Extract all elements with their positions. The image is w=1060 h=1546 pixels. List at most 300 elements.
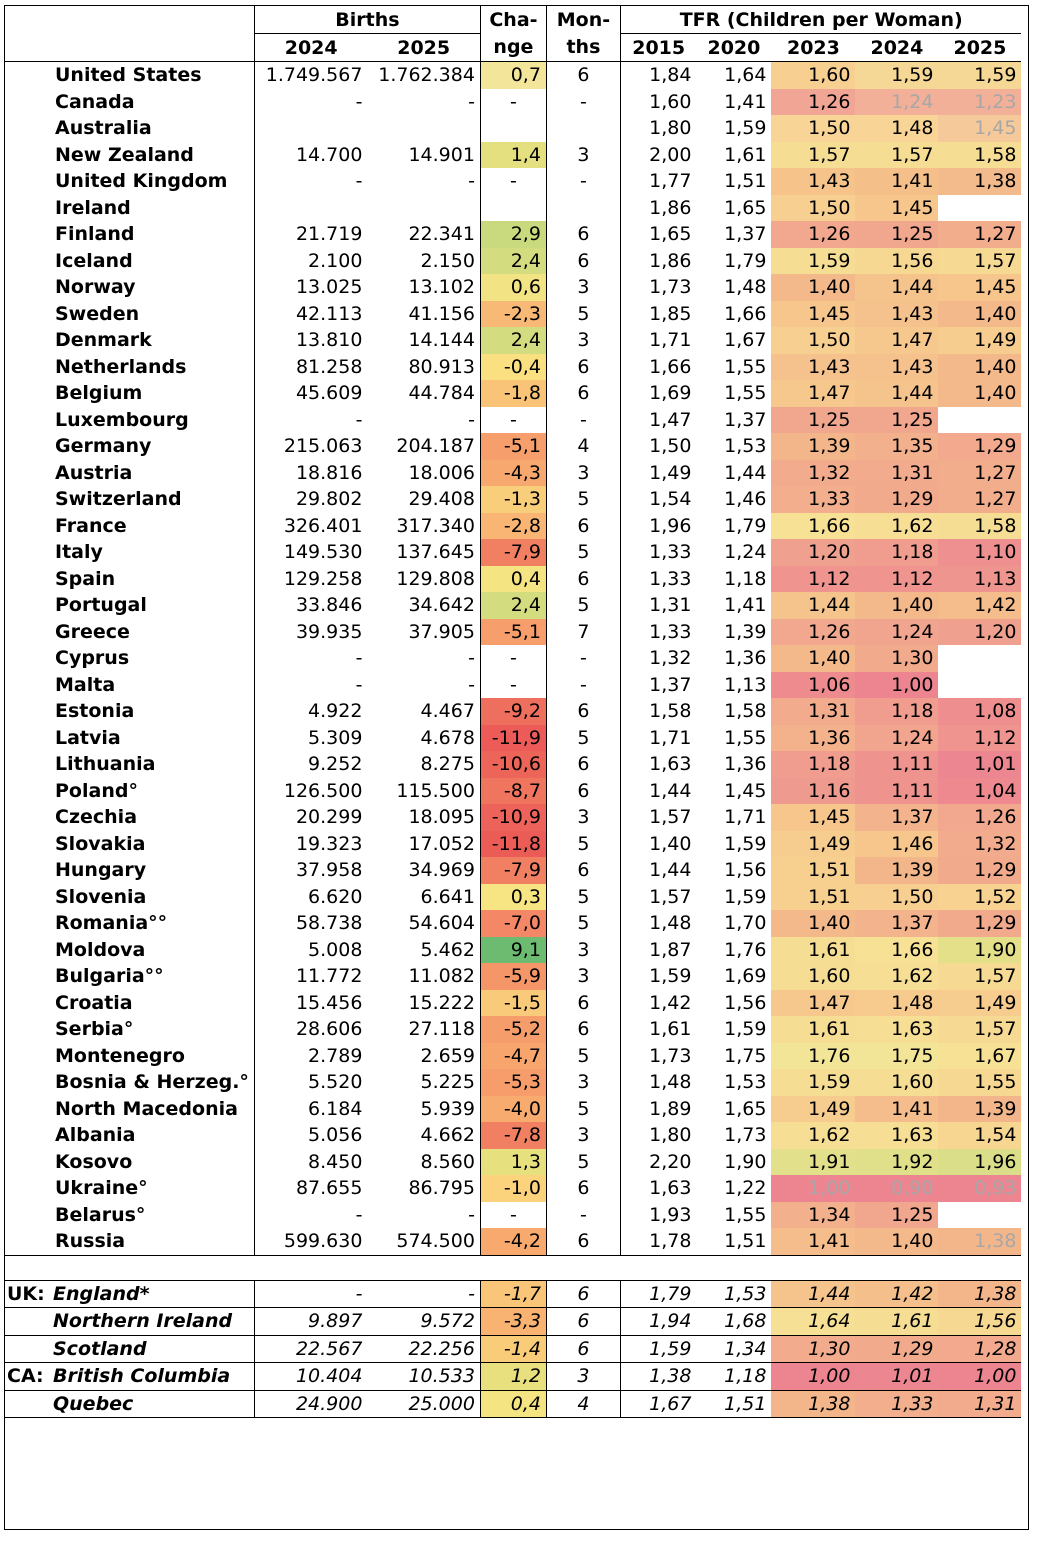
tfr-value-cell: 1,89 — [649, 1097, 692, 1120]
months-cell: 3 — [546, 963, 620, 990]
tfr-value-cell: 1,44 — [649, 779, 692, 802]
row-label: Australia — [5, 115, 254, 142]
tfr-value-cell: 1,41 — [724, 594, 767, 617]
births-2025-cell: 34.969 — [367, 857, 480, 884]
country-row — [5, 804, 1021, 831]
row-label: Croatia — [5, 990, 254, 1017]
row-label: Poland° — [5, 778, 254, 805]
births-2025-cell: 29.408 — [367, 486, 480, 513]
tfr-value-cell: 1,12 — [855, 566, 938, 593]
tfr-value-cell: 1,44 — [771, 1280, 855, 1308]
tfr-value-cell: 1,44 — [855, 274, 938, 301]
country-row — [5, 1096, 1021, 1123]
row-label: Cyprus — [5, 645, 254, 672]
tfr-value-cell: 1,63 — [855, 1122, 938, 1149]
tfr-value-cell: 1,54 — [649, 488, 692, 511]
tfr-value-cell: 1,00 — [938, 1363, 1021, 1391]
tfr-value-cell: 1,29 — [855, 1335, 938, 1363]
country-row — [5, 327, 1021, 354]
row-label: Greece — [5, 619, 254, 646]
births-2024-cell: 21.719 — [295, 223, 363, 246]
births-2025-cell: 129.808 — [367, 566, 480, 593]
tfr-value-cell: 1,54 — [938, 1122, 1021, 1149]
months-cell: 3 — [546, 142, 620, 169]
tfr-value-cell: 1,40 — [771, 645, 855, 672]
country-row — [5, 592, 1021, 619]
tfr-value-cell: 1,60 — [649, 90, 692, 113]
tfr-value-cell: 1,13 — [938, 566, 1021, 593]
tfr-value-cell: 1,45 — [938, 115, 1021, 142]
tfr-value-cell: 1,39 — [938, 1096, 1021, 1123]
subregion-row — [5, 1280, 1021, 1308]
births-2024-cell: - — [355, 647, 363, 670]
tfr-value-cell: 1,60 — [855, 1069, 938, 1096]
tfr-year-2025: 2025 — [938, 34, 1021, 62]
births-2024-cell: 1.749.567 — [265, 64, 363, 87]
births-2025-cell — [367, 195, 480, 222]
tfr-value-cell: 1,11 — [855, 751, 938, 778]
births-2025-cell: 22.341 — [367, 221, 480, 248]
births-2024-cell: 5.056 — [308, 1124, 363, 1147]
tfr-value-cell: 1,38 — [938, 168, 1021, 195]
tfr-value-cell: 1,44 — [855, 380, 938, 407]
births-2024-cell: 599.630 — [283, 1230, 363, 1253]
tfr-value-cell: 1,18 — [724, 567, 767, 590]
births-2024-cell: 15.456 — [295, 991, 363, 1014]
tfr-value-cell: 1,51 — [724, 170, 767, 193]
tfr-value-cell: 1,01 — [938, 751, 1021, 778]
change-cell: -5,9 — [480, 963, 546, 990]
months-cell: 5 — [546, 725, 620, 752]
row-label: Russia — [5, 1228, 254, 1255]
row-label: Montenegro — [5, 1043, 254, 1070]
births-2025-cell: 86.795 — [367, 1175, 480, 1202]
births-2024-cell: 81.258 — [295, 355, 363, 378]
tfr-value-cell: 1,12 — [938, 725, 1021, 752]
tfr-value-cell: 1,67 — [724, 329, 767, 352]
tfr-value-cell — [938, 672, 1021, 699]
row-label: Czechia — [5, 804, 254, 831]
births-2024-cell: 129.258 — [283, 567, 363, 590]
tfr-value-cell: 1,53 — [724, 1071, 767, 1094]
tfr-value-cell: 1,00 — [771, 1175, 855, 1202]
births-year-2024: 2024 — [254, 34, 367, 62]
tfr-value-cell: 1,00 — [771, 1363, 855, 1391]
months-cell: - — [546, 89, 620, 116]
change-cell: 0,7 — [480, 62, 546, 89]
tfr-value-cell: 1,56 — [855, 248, 938, 275]
tfr-value-cell: 1,29 — [938, 433, 1021, 460]
tfr-value-cell: 1,65 — [649, 223, 692, 246]
tfr-value-cell: 1,48 — [724, 276, 767, 299]
births-2024-cell: 8.450 — [308, 1150, 363, 1173]
tfr-value-cell: 1,77 — [649, 170, 692, 193]
tfr-value-cell: 1,48 — [649, 912, 692, 935]
tfr-value-cell: 1,24 — [724, 541, 767, 564]
change-cell: 2,4 — [480, 592, 546, 619]
header-row-2 — [5, 34, 1021, 62]
births-2025-cell: 11.082 — [367, 963, 480, 990]
months-cell: 4 — [546, 1390, 620, 1418]
months-cell: 3 — [546, 1122, 620, 1149]
births-2025-cell: 15.222 — [367, 990, 480, 1017]
tfr-value-cell: 1,59 — [649, 965, 692, 988]
tfr-value-cell: 1,61 — [649, 1018, 692, 1041]
country-row — [5, 248, 1021, 275]
tfr-year-2023: 2023 — [771, 34, 855, 62]
tfr-value-cell: 1,36 — [724, 647, 767, 670]
births-2025-cell — [367, 115, 480, 142]
tfr-value-cell: 1,92 — [855, 1149, 938, 1176]
tfr-value-cell: 1,96 — [938, 1149, 1021, 1176]
births-2025-cell: 34.642 — [367, 592, 480, 619]
births-2024-cell: 42.113 — [295, 302, 363, 325]
births-2025-cell: 18.006 — [367, 460, 480, 487]
country-row — [5, 301, 1021, 328]
tfr-value-cell: 1,36 — [771, 725, 855, 752]
subregion-row — [5, 1390, 1021, 1418]
tfr-value-cell: 1,34 — [771, 1202, 855, 1229]
tfr-value-cell: 1,52 — [938, 884, 1021, 911]
months-cell: 6 — [546, 857, 620, 884]
tfr-value-cell: 1,39 — [724, 620, 767, 643]
births-2025-cell: - — [367, 89, 480, 116]
row-label: Hungary — [5, 857, 254, 884]
births-2024-cell: 2.789 — [308, 1044, 363, 1067]
tfr-value-cell: 1,59 — [938, 62, 1021, 89]
tfr-value-cell: 1,29 — [938, 910, 1021, 937]
subregion-name: Scotland — [53, 1337, 147, 1360]
tfr-value-cell: 1,40 — [938, 380, 1021, 407]
change-header-top: Cha- — [480, 6, 546, 34]
country-row — [5, 195, 1021, 222]
tfr-value-cell: 1,25 — [855, 1202, 938, 1229]
tfr-value-cell: 1,57 — [649, 806, 692, 829]
tfr-value-cell: 1,37 — [855, 804, 938, 831]
change-cell: 1,4 — [480, 142, 546, 169]
row-label: Belarus° — [5, 1202, 254, 1229]
country-row — [5, 1228, 1021, 1255]
tfr-value-cell: 1,85 — [649, 302, 692, 325]
months-cell: - — [546, 672, 620, 699]
births-2025-cell: - — [367, 407, 480, 434]
country-row — [5, 168, 1021, 195]
change-cell: -9,2 — [480, 698, 546, 725]
tfr-value-cell: 1,26 — [771, 619, 855, 646]
region-prefix: CA: — [7, 1365, 44, 1388]
tfr-value-cell: 1,60 — [771, 963, 855, 990]
tfr-value-cell: 1,43 — [855, 354, 938, 381]
births-2025-cell: - — [367, 645, 480, 672]
tfr-value-cell: 1,49 — [771, 1096, 855, 1123]
births-2024-cell: 14.700 — [295, 143, 363, 166]
tfr-value-cell: 1,26 — [938, 804, 1021, 831]
tfr-value-cell: 1,16 — [771, 778, 855, 805]
change-cell: - — [480, 89, 546, 116]
change-cell: -0,4 — [480, 354, 546, 381]
tfr-value-cell: 1,44 — [724, 461, 767, 484]
births-2024-cell: - — [355, 1203, 363, 1226]
row-label: Netherlands — [5, 354, 254, 381]
country-row — [5, 698, 1021, 725]
change-cell: -1,4 — [480, 1335, 546, 1363]
births-2024-cell: 215.063 — [283, 435, 363, 458]
tfr-value-cell: 1,45 — [938, 274, 1021, 301]
tfr-value-cell: 1,60 — [771, 62, 855, 89]
tfr-value-cell: 1,62 — [855, 963, 938, 990]
tfr-value-cell: 1,40 — [855, 592, 938, 619]
births-2024-cell: 11.772 — [295, 965, 363, 988]
change-cell: - — [480, 168, 546, 195]
births-2025-cell: 10.533 — [367, 1363, 480, 1391]
country-row — [5, 460, 1021, 487]
tfr-value-cell: 1,56 — [724, 859, 767, 882]
country-row — [5, 274, 1021, 301]
country-row — [5, 433, 1021, 460]
tfr-value-cell: 1,24 — [855, 89, 938, 116]
country-row — [5, 937, 1021, 964]
births-2024-cell: 5.520 — [308, 1071, 363, 1094]
births-2025-cell: 8.275 — [367, 751, 480, 778]
births-2025-cell: - — [367, 1202, 480, 1229]
tfr-value-cell: 1,57 — [649, 885, 692, 908]
row-label: Kosovo — [5, 1149, 254, 1176]
tfr-value-cell: 1,31 — [649, 594, 692, 617]
births-2025-cell: 17.052 — [367, 831, 480, 858]
births-2024-cell: 13.810 — [295, 329, 363, 352]
tfr-value-cell: 1,57 — [938, 963, 1021, 990]
row-label: Norway — [5, 274, 254, 301]
tfr-value-cell: 1,50 — [649, 435, 692, 458]
tfr-value-cell: 1,63 — [649, 753, 692, 776]
months-cell: - — [546, 407, 620, 434]
country-row — [5, 778, 1021, 805]
births-2024-cell — [254, 195, 367, 222]
tfr-value-cell: 1,59 — [724, 1018, 767, 1041]
tfr-value-cell: 1,78 — [649, 1230, 692, 1253]
country-row — [5, 1149, 1021, 1176]
months-cell: 5 — [546, 1043, 620, 1070]
tfr-value-cell: 1,42 — [855, 1280, 938, 1308]
tfr-value-cell: 1,48 — [855, 115, 938, 142]
tfr-value-cell: 1,35 — [855, 433, 938, 460]
births-2024-cell: 29.802 — [295, 488, 363, 511]
tfr-value-cell — [938, 1202, 1021, 1229]
change-cell: -1,5 — [480, 990, 546, 1017]
tfr-value-cell: 1,27 — [938, 221, 1021, 248]
months-cell: 3 — [546, 804, 620, 831]
births-2025-cell: 2.659 — [367, 1043, 480, 1070]
tfr-value-cell: 1,23 — [938, 89, 1021, 116]
change-cell: 0,6 — [480, 274, 546, 301]
change-cell: - — [480, 407, 546, 434]
tfr-value-cell: 1,64 — [771, 1308, 855, 1336]
births-2025-cell: 2.150 — [367, 248, 480, 275]
months-cell: - — [546, 1202, 620, 1229]
tfr-value-cell: 1,84 — [649, 64, 692, 87]
months-cell: 5 — [546, 592, 620, 619]
tfr-value-cell: 1,58 — [649, 700, 692, 723]
subregion-row — [5, 1308, 1021, 1336]
tfr-value-cell: 1,38 — [620, 1363, 696, 1391]
tfr-value-cell: 1,45 — [855, 195, 938, 222]
row-label: Ireland — [5, 195, 254, 222]
births-2024-cell: - — [254, 1280, 367, 1308]
tfr-value-cell: 1,50 — [771, 115, 855, 142]
births-2024-cell: 2.100 — [308, 249, 363, 272]
births-2025-cell: 44.784 — [367, 380, 480, 407]
row-label: Moldova — [5, 937, 254, 964]
tfr-value-cell: 1,43 — [771, 168, 855, 195]
births-2024-cell: 37.958 — [295, 859, 363, 882]
tfr-value-cell: 1,90 — [938, 937, 1021, 964]
tfr-value-cell: 1,37 — [724, 223, 767, 246]
tfr-value-cell — [938, 645, 1021, 672]
tfr-value-cell: 1,59 — [724, 117, 767, 140]
tfr-year-2015: 2015 — [620, 34, 696, 62]
months-cell: 6 — [546, 751, 620, 778]
months-cell: 5 — [546, 831, 620, 858]
corner-cell — [5, 6, 254, 34]
tfr-header: TFR (Children per Woman) — [620, 6, 1021, 34]
tfr-value-cell: 1,66 — [649, 355, 692, 378]
tfr-value-cell: 1,49 — [938, 327, 1021, 354]
months-cell: 6 — [546, 1228, 620, 1255]
births-2025-cell: 4.678 — [367, 725, 480, 752]
births-2024-cell: 33.846 — [295, 594, 363, 617]
births-2025-cell: - — [367, 1280, 480, 1308]
tfr-value-cell: 1,38 — [938, 1228, 1021, 1255]
change-header-bottom: nge — [480, 34, 546, 62]
tfr-value-cell: 1,36 — [724, 753, 767, 776]
row-label: Finland — [5, 221, 254, 248]
tfr-value-cell: 1,32 — [771, 460, 855, 487]
months-cell: 6 — [546, 221, 620, 248]
country-row — [5, 751, 1021, 778]
tfr-value-cell: 1,66 — [724, 302, 767, 325]
tfr-value-cell: 1,59 — [724, 885, 767, 908]
change-cell: -4,7 — [480, 1043, 546, 1070]
tfr-value-cell: 1,42 — [649, 991, 692, 1014]
tfr-value-cell: 1,57 — [771, 142, 855, 169]
births-2025-cell: 14.144 — [367, 327, 480, 354]
row-label: Bosnia & Herzeg.° — [5, 1069, 254, 1096]
tfr-value-cell: 1,47 — [649, 408, 692, 431]
row-label: Ukraine° — [5, 1175, 254, 1202]
change-cell: 0,4 — [480, 566, 546, 593]
births-2025-cell: 4.662 — [367, 1122, 480, 1149]
tfr-value-cell: 1,47 — [855, 327, 938, 354]
country-row — [5, 62, 1021, 89]
row-label: Serbia° — [5, 1016, 254, 1043]
row-label: Malta — [5, 672, 254, 699]
change-cell: 2,9 — [480, 221, 546, 248]
tfr-value-cell: 1,10 — [938, 539, 1021, 566]
tfr-value-cell: 1,65 — [724, 1097, 767, 1120]
tfr-value-cell: 1,96 — [649, 514, 692, 537]
tfr-value-cell: 1,45 — [771, 301, 855, 328]
change-cell: -5,1 — [480, 433, 546, 460]
row-label: Belgium — [5, 380, 254, 407]
tfr-value-cell: 1,49 — [938, 990, 1021, 1017]
months-cell: 6 — [546, 1335, 620, 1363]
tfr-value-cell: 1,55 — [724, 1203, 767, 1226]
months-cell: 5 — [546, 910, 620, 937]
births-2025-cell: 9.572 — [367, 1308, 480, 1336]
births-2024-cell: 58.738 — [295, 912, 363, 935]
births-2025-cell: 22.256 — [367, 1335, 480, 1363]
tfr-value-cell: 1,43 — [771, 354, 855, 381]
tfr-value-cell: 1,55 — [724, 355, 767, 378]
months-cell: 3 — [546, 327, 620, 354]
row-label: France — [5, 513, 254, 540]
tfr-value-cell: 1,66 — [771, 513, 855, 540]
change-cell: -7,9 — [480, 539, 546, 566]
births-2024-cell: 18.816 — [295, 461, 363, 484]
months-cell: 6 — [546, 380, 620, 407]
tfr-value-cell: 1,63 — [855, 1016, 938, 1043]
births-2025-cell: 25.000 — [367, 1390, 480, 1418]
tfr-value-cell: 1,20 — [771, 539, 855, 566]
tfr-value-cell: 1,69 — [724, 965, 767, 988]
tfr-value-cell: 1,33 — [855, 1390, 938, 1418]
births-2025-cell: 8.560 — [367, 1149, 480, 1176]
tfr-value-cell: 1,40 — [855, 1228, 938, 1255]
tfr-value-cell: 1,47 — [771, 380, 855, 407]
tfr-value-cell: 1,40 — [771, 274, 855, 301]
tfr-value-cell: 1,71 — [649, 726, 692, 749]
births-2025-cell: 5.462 — [367, 937, 480, 964]
births-2024-cell: 4.922 — [308, 700, 363, 723]
row-label: Denmark — [5, 327, 254, 354]
tfr-value-cell: 1,40 — [938, 301, 1021, 328]
country-row — [5, 89, 1021, 116]
births-2024-cell: - — [355, 90, 363, 113]
country-row — [5, 486, 1021, 513]
row-label: Iceland — [5, 248, 254, 275]
months-cell: 3 — [546, 274, 620, 301]
births-2024-cell: - — [355, 408, 363, 431]
tfr-value-cell: 1,38 — [938, 1280, 1021, 1308]
change-cell: 0,4 — [480, 1390, 546, 1418]
tfr-value-cell: 1,59 — [771, 1069, 855, 1096]
months-cell: 5 — [546, 884, 620, 911]
country-row — [5, 1122, 1021, 1149]
row-label — [5, 1363, 254, 1391]
tfr-value-cell: 1,22 — [724, 1177, 767, 1200]
tfr-value-cell: 1,32 — [938, 831, 1021, 858]
corner-cell-lower — [5, 34, 254, 62]
tfr-value-cell: 1,76 — [771, 1043, 855, 1070]
tfr-value-cell: 1,39 — [855, 857, 938, 884]
tfr-value-cell — [938, 407, 1021, 434]
months-cell: 6 — [546, 1280, 620, 1308]
tfr-value-cell: 1,56 — [938, 1308, 1021, 1336]
country-row — [5, 1175, 1021, 1202]
change-cell: -5,2 — [480, 1016, 546, 1043]
births-2024-cell: 5.008 — [308, 938, 363, 961]
tfr-value-cell: 1,41 — [855, 168, 938, 195]
spacer-row — [5, 1255, 1021, 1280]
tfr-value-cell: 1,40 — [771, 910, 855, 937]
tfr-value-cell: 1,30 — [771, 1335, 855, 1363]
tfr-value-cell: 1,51 — [771, 884, 855, 911]
months-cell: 5 — [546, 1096, 620, 1123]
country-row — [5, 221, 1021, 248]
months-cell: 5 — [546, 486, 620, 513]
tfr-value-cell: 1,76 — [724, 938, 767, 961]
row-label: North Macedonia — [5, 1096, 254, 1123]
